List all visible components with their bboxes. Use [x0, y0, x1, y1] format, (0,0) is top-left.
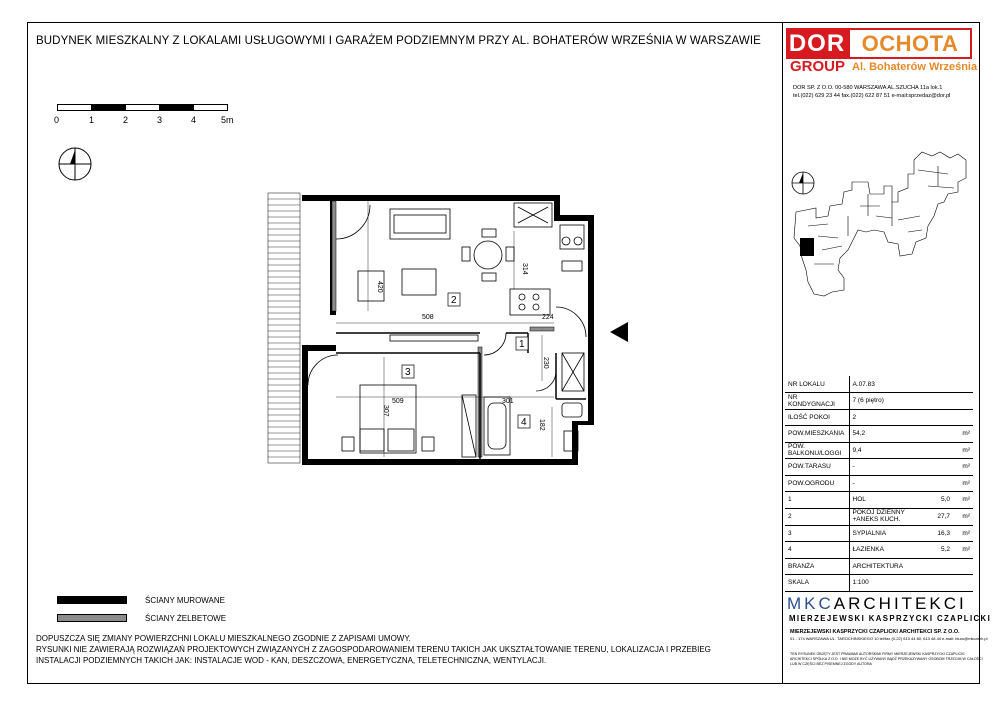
floor-plan — [266, 185, 606, 475]
room-name: ŁAZIENKA — [852, 546, 884, 554]
dimension-label: 224 — [542, 314, 554, 321]
note-line: RYSUNKI NIE ZAWIERAJĄ ROZWIĄZAŃ PROJEKTOWYCH ZWIĄZANYCH Z ZAGOSPODAROWANIEM TERENU TAKICH JAK UKSZTAŁTOWANIE TERENU, LOKALIZACJA I PRZEBIEG — [36, 645, 711, 654]
architect-logo-text: ARCHITEKCI — [833, 594, 967, 613]
row-unit: m² — [953, 426, 973, 443]
row-value: 7 (6 piętro) — [849, 393, 953, 410]
room-name: HOL — [852, 496, 866, 504]
row-value: 2 — [849, 409, 953, 426]
table-row — [785, 393, 973, 410]
room-number: 2 — [785, 508, 849, 525]
row-unit: m² — [953, 475, 973, 492]
row-value: 1:100 — [849, 575, 973, 592]
dimension-label: 182 — [538, 419, 545, 431]
table-row — [785, 459, 973, 476]
contact-line: tel.(022) 629 23 44 fax.(022) 622 87 51 e-mail:sprzedaz@dor.pl — [793, 93, 951, 99]
room-name: POKÓJ DZIENNY +ANEKS KUCH. — [852, 508, 905, 523]
architect-disclaimer — [790, 652, 983, 667]
room-number: 2 — [451, 295, 457, 306]
room-row — [785, 508, 973, 525]
row-label: POW.MIESZKANIA — [785, 426, 849, 443]
disclaimer-line: LUB W CZĘŚCI BEZ PISEMNEJ ZGODY AUTORA — [790, 662, 872, 666]
scale-label: 4 — [191, 115, 197, 125]
scale-label: 0 — [54, 115, 60, 125]
architect-company: MIERZEJEWSKI KASPRZYCKI CZAPLICKI ARCHITEKCI SP. Z O.O. — [790, 629, 960, 635]
room-number: 4 — [521, 417, 527, 428]
scale-label: 5m — [221, 115, 234, 125]
project-title: BUDYNEK MIESZKALNY Z LOKALAMI USŁUGOWYMI I GARAŻEM PODZIEMNYM PRZY AL. BOHATERÓW WRZEŚNIA W WARSZAWIE — [36, 35, 761, 47]
row-unit — [953, 376, 973, 393]
table-row — [785, 442, 973, 459]
architect-logo — [787, 594, 967, 614]
row-unit: m² — [953, 542, 973, 559]
row-unit — [953, 393, 973, 410]
dimension-label: 420 — [376, 281, 383, 293]
dimension-label: 314 — [521, 263, 528, 275]
room-name: SYPIALNIA — [852, 529, 887, 537]
row-label: ILOŚĆ POKOI — [785, 409, 849, 426]
notes — [36, 633, 711, 666]
room-number: 3 — [405, 367, 411, 378]
developer-logo-dor: DOR — [786, 28, 848, 59]
disclaimer-line: TEN RYSUNEK OBJĘTY JEST PRAWAMI AUTORSKIMI FIRMY MIERZEJEWSKI KASPRZYCKI CZAPLICKI — [790, 652, 965, 656]
scale-label: 1 — [89, 115, 95, 125]
scale-segment — [57, 104, 92, 111]
row-label: NR KONDYGNACJI — [785, 393, 849, 410]
legend-concrete-label: ŚCIANY ŻELBETOWE — [145, 614, 227, 623]
row-value: 54,2 — [849, 426, 953, 443]
room-area: 27,7 — [937, 512, 950, 520]
developer-address — [793, 84, 950, 100]
room-name-area — [849, 542, 953, 559]
dimension-label: 509 — [392, 398, 404, 405]
row-unit: m² — [953, 459, 973, 476]
scale-segment — [193, 104, 228, 111]
developer-logo-group: GROUP — [790, 58, 846, 75]
architect-subtitle: MIERZEJEWSKI KASPRZYCKI CZAPLICKI — [789, 614, 992, 623]
row-label: POW. BALKONU/LOGGI — [785, 442, 849, 459]
note-line: INSTALACJI PODZIEMNYCH TAKICH JAK: INSTALACJE WOD - KAN, DESZCZOWA, ENERGETYCZNA, TELETECHNICZNA, WENTYLACJI. — [36, 656, 547, 665]
developer-logo-ochota: OCHOTA — [848, 28, 972, 59]
table-row — [785, 426, 973, 443]
table-row — [785, 409, 973, 426]
legend-masonry-swatch — [57, 596, 127, 604]
room-number: 3 — [785, 525, 849, 542]
disclaimer-line: ARCHITEKCI SPÓŁKA Z O.O. I NIE MOŻE BYĆ UŻYWANY BĄDŹ PRZEKAZYWANY OSOBOM TRZECIM W CAŁOŚCI — [790, 657, 983, 661]
row-unit: m² — [953, 525, 973, 542]
unit-info-table — [785, 376, 973, 592]
table-row — [785, 376, 973, 393]
row-value: ARCHITEKTURA — [849, 558, 973, 575]
developer-logo-street: Al. Bohaterów Września — [852, 61, 978, 73]
balcony-hatch — [268, 199, 300, 457]
entrance-arrow-icon — [608, 320, 630, 344]
row-unit: m² — [953, 508, 973, 525]
legend-concrete-swatch — [57, 614, 127, 622]
row-value: A.07.83 — [849, 376, 953, 393]
title-block-divider — [782, 22, 783, 684]
scale-segment — [159, 104, 194, 111]
room-name-area — [849, 508, 953, 525]
room-row — [785, 542, 973, 559]
table-row — [785, 575, 973, 592]
row-unit: m² — [953, 492, 973, 509]
table-row — [785, 475, 973, 492]
scale-segment — [125, 104, 160, 111]
room-number: 4 — [785, 542, 849, 559]
scale-label: 3 — [157, 115, 163, 125]
dimension-label: 508 — [422, 314, 434, 321]
north-arrow-icon — [57, 146, 93, 182]
row-label: POW.TARASU — [785, 459, 849, 476]
scale-segment — [91, 104, 126, 111]
scale-label: 2 — [123, 115, 129, 125]
dimension-label: 301 — [502, 398, 514, 405]
row-unit: m² — [953, 442, 973, 459]
architect-logo-mkc: MKC — [787, 594, 834, 613]
address-line: DOR SP. Z O.O. 00-580 WARSZAWA AL.SZUCHA 11a lok.1 — [793, 85, 943, 91]
room-name-area — [849, 492, 953, 509]
legend-masonry-label: ŚCIANY MUROWANE — [145, 596, 226, 605]
dimension-label: 307 — [382, 405, 389, 417]
row-label: SKALA — [785, 575, 849, 592]
key-plan — [788, 146, 974, 302]
room-area: 5,2 — [940, 546, 950, 554]
row-label: NR LOKALU — [785, 376, 849, 393]
dimension-label: 230 — [542, 357, 549, 369]
table-row — [785, 558, 973, 575]
note-line: DOPUSZCZA SIĘ ZMIANY POWIERZCHNI LOKALU MIESZKALNEGO ZGODNIE Z ZAPISAMI UMOWY. — [36, 634, 411, 643]
architect-address: 01 - 174 WARSZAWA UL. TAROCHINSKIEGO 10 tel/fax (0-22) 613 44 80, 613 48 44 e-mail: biuro@mkcarch.pl — [790, 636, 988, 641]
room-area: 5,0 — [940, 496, 950, 504]
room-number: 1 — [519, 339, 525, 350]
room-row — [785, 525, 973, 542]
room-row — [785, 492, 973, 509]
room-name-area — [849, 525, 953, 542]
row-unit — [953, 409, 973, 426]
row-label: BRANŻA — [785, 558, 849, 575]
room-area: 16,3 — [937, 529, 950, 537]
row-value: - — [849, 475, 953, 492]
room-number: 1 — [785, 492, 849, 509]
row-label: POW.OGRODU — [785, 475, 849, 492]
row-value: 9,4 — [849, 442, 953, 459]
row-value: - — [849, 459, 953, 476]
